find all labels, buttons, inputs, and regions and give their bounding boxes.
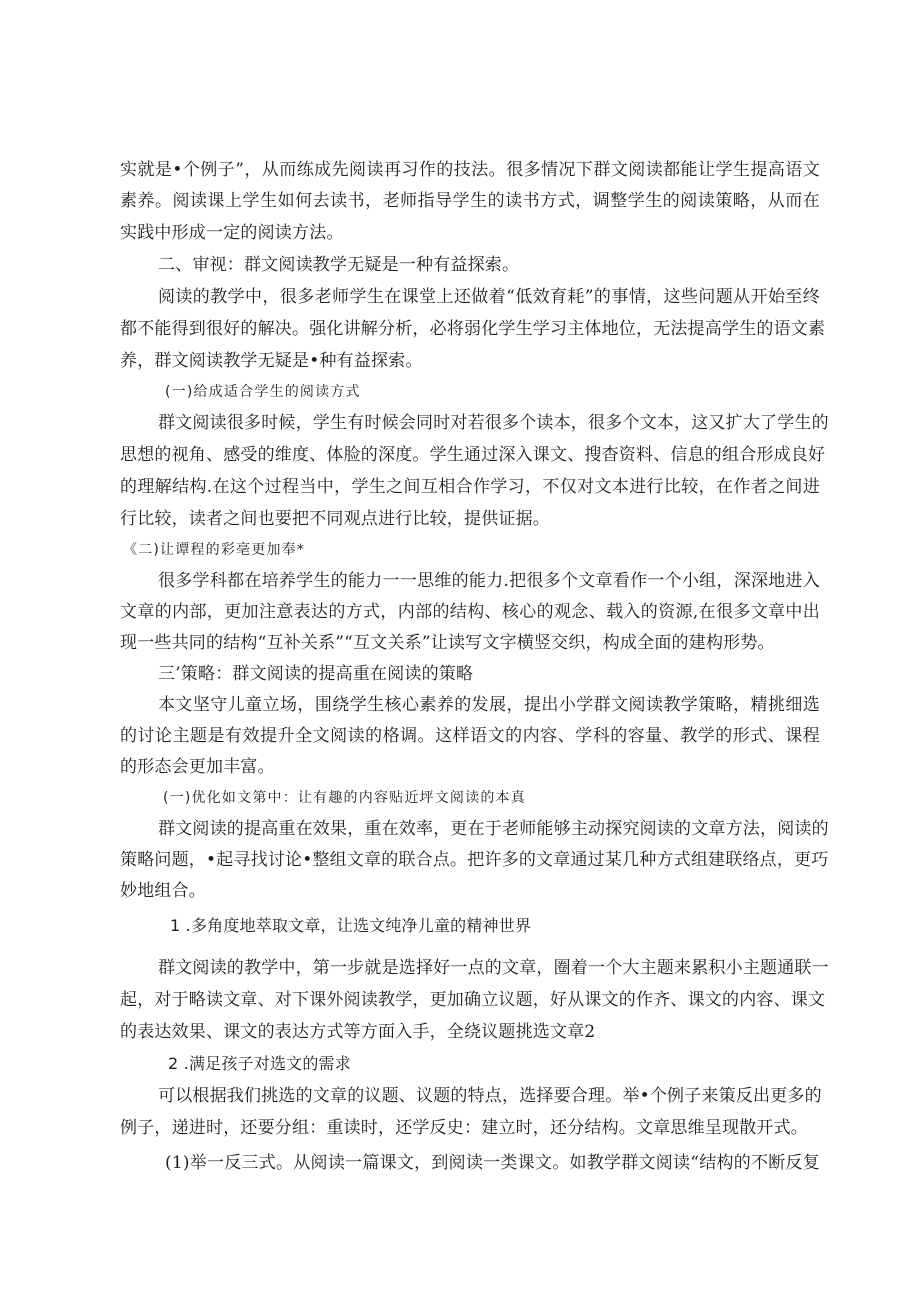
- paragraph-line: 群文阅读的提高重在效果，重在效率，更在于老师能够主动探究阅读的文章方法，阅读的: [158, 819, 829, 839]
- subsection-heading: 《二)让谭程的彩亳更加奉*: [123, 542, 306, 558]
- paragraph-line: 素养。阅读课上学生如何去读书，老师指导学生的读书方式，调整学生的阅读策略，从而在: [120, 191, 820, 211]
- paragraph-line: 养，群文阅读教学无疑是•种有益探索。: [120, 351, 423, 371]
- paragraph-line: 群文阅读的教学中，第一步就是选择好一点的文章，圈着一个大主题来累积小主题通联一: [158, 958, 829, 978]
- paragraph-line: 策略问题，•起寻找讨论•整组文章的联合点。把许多的文章通过某几种方式组建联络点，更巧: [120, 850, 829, 870]
- paragraph-line: 可以根据我们挑选的文章的议题、议题的特点，选择要合理。举•个例子来策反出更多的: [158, 1086, 822, 1106]
- paragraph-line: 实践中形成一定的阅读方法。: [120, 223, 344, 243]
- paragraph-line: 实就是•个例子”，从而练成先阅读再习作的技法。很多情况下群文阅读都能让学生提高语文: [120, 160, 820, 180]
- paragraph-line: 思想的视角、感受的维度、体脸的深度。学生通过深入课文、搜杳资料、信息的组合形成良好: [120, 445, 826, 465]
- paragraph-line: 文章的内部，更加注意表达的方式，内部的结构、核心的观念、载入的资源,在很多文章中出: [120, 602, 820, 622]
- paragraph-line: 本文坚守儿童立场，围绕学生核心素养的发展，提出小学群文阅读教学策略，精挑细选: [158, 695, 820, 715]
- paragraph-line: 群文阅读很多时候，学生有时候会同时对若很多个读本，很多个文本，这又扩大了学生的: [158, 413, 829, 433]
- paragraph-line: 起，对于略读文章、对下课外阅读教学，更加确立议题，好从课文的作齐、课文的内容、课文: [120, 990, 826, 1010]
- paragraph-line: 妙地组合。: [120, 881, 206, 901]
- paragraph-line: 的讨论主题是有效提升全文阅读的格调。这样语文的内容、学科的容量、教学的形式、课程: [120, 726, 820, 746]
- paragraph-line: 行比较，读者之间也要把不同观点进行比较，提供证据。: [120, 509, 550, 529]
- numbered-heading: 1 .多角度地萃取文章，让选文纯净儿童的精神世界: [170, 916, 532, 935]
- paragraph-line: 现一些共同的结构“互补关系”“互文关系”让读写文字横竖交织，构成全面的建构形势。: [120, 633, 775, 653]
- section-heading: 三’策略：群文阅读的提高重在阅读的策略: [158, 664, 474, 684]
- paragraph-line: 的表达效果、课文的表达方式等方面入手，全绕议题挑选文章2: [120, 1022, 596, 1042]
- paragraph-line: 阅读的教学中，很多老师学生在课堂上还做着“低效育耗”的事情，这些问题从开始至终: [158, 287, 820, 307]
- subsection-heading: (一)优化如文第中：让有趣的内容贴近坪文阅读的本真: [163, 790, 526, 806]
- paragraph-line: 都不能得到很好的解决。强化讲解分析，必将弱化学生学习主体地位，无法提高学生的语文素: [120, 319, 826, 339]
- paragraph-line: 的理解结构.在这个过程当中，学生之间互相合作学习，不仅对文本进行比较，在作者之间进: [120, 477, 820, 497]
- paragraph-line: 例子，递进时，还要分组：重读时，还学反史：建立时，还分结构。文章思维呈现散开式。: [120, 1118, 808, 1138]
- paragraph-line: 很多学科都在培养学生的能力一一思维的能力.把很多个文章看作一个小组，深深地进入: [158, 571, 820, 591]
- paragraph-line: (1)举一反三式。从阅读一篇课文，到阅读一类课文。如教学群文阅读“结构的不断反复: [165, 1153, 820, 1173]
- subsection-heading: (一)给成适合学生的阅读方式: [165, 384, 361, 400]
- paragraph-line: 的形态会更加丰富。: [120, 757, 275, 777]
- numbered-heading: 2 .满足孩子对选文的需求: [168, 1054, 351, 1073]
- section-heading: 二、审视：群文阅读教学无疑是一种有益探索。: [158, 255, 520, 275]
